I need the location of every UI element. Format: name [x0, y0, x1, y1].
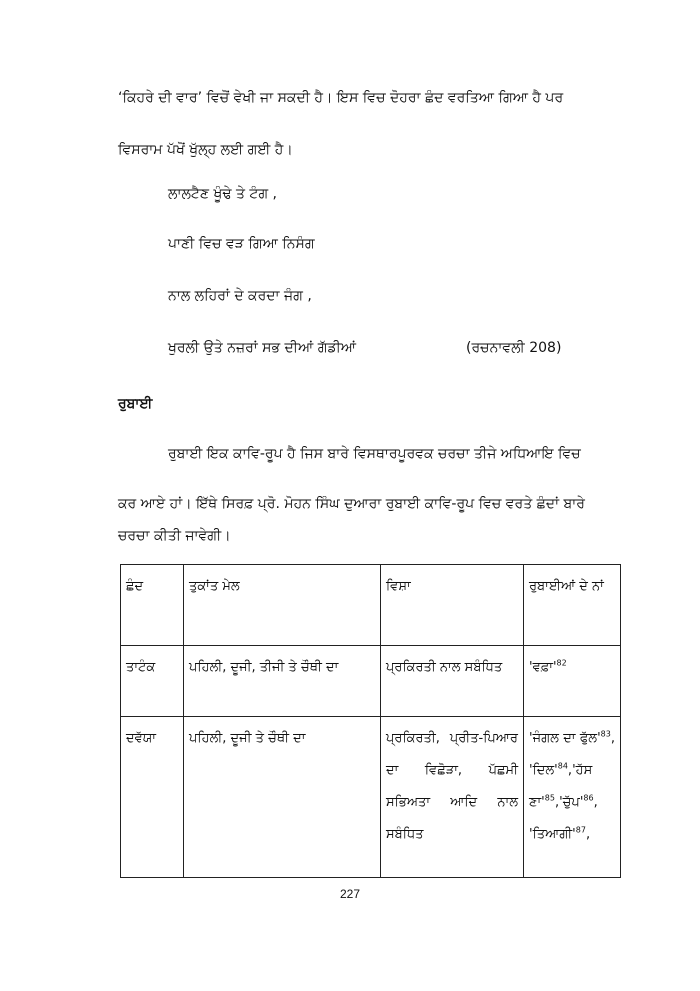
- page-number: 227: [339, 887, 361, 901]
- separator: ,: [585, 827, 591, 842]
- cell-visha: ਪ੍ਰਕਿਰਤੀ, ਪ੍ਰੀਤ-ਪਿਆਰ ਦਾ ਵਿਛੋੜਾ, ਪੱਛਮੀ ਸਭਿਅਤਾ ਆਦਿ ਨਾਲ ਸਬੰਧਿਤ: [381, 717, 524, 878]
- cell-names: [524, 717, 621, 878]
- footnote-ref: 83: [600, 729, 611, 739]
- verse-line: ਨਾਲ ਲਹਿਰਾਂ ਦੇ ਕਰਦਾ ਜੰਗ ,: [168, 288, 312, 304]
- cell-visha: ਪ੍ਰਕਿਰਤੀ ਨਾਲ ਸਬੰਧਿਤ: [381, 646, 524, 717]
- rubai-title: 'ਜੰਗਲ ਦਾ ਫੁੱਲ': [529, 731, 601, 746]
- paragraph-line: ‘ਕਿਹਰੇ ਦੀ ਵਾਰ’ ਵਿਚੋਂ ਵੇਖੀ ਜਾ ਸਕਦੀ ਹੈ। ਇਸ ਵਿਚ ਦੋਹਰਾ ਛੰਦ ਵਰਤਿਆ ਗਿਆ ਹੈ ਪਰ: [118, 90, 564, 106]
- header-tukant: ਤੁਕਾਂਤ ਮੇਲ: [184, 565, 381, 646]
- verse-line: ਪਾਣੀ ਵਿਚ ਵੜ ਗਿਆ ਨਿਸੰਗ: [168, 236, 315, 252]
- cell-tukant: ਪਹਿਲੀ, ਦੂਜੀ, ਤੀਜੀ ਤੇ ਚੌਥੀ ਦਾ: [184, 646, 381, 717]
- verse-line: ਖੁਰਲੀ ਉਤੇ ਨਜ਼ਰਾਂ ਸਭ ਦੀਆਂ ਗੱਡੀਆਂ: [168, 340, 357, 356]
- rubai-title: 'ਵਫ਼ਾ': [529, 660, 557, 675]
- rubai-chhand-table: [120, 564, 621, 878]
- paragraph-line: ਰੁਬਾਈ ਇਕ ਕਾਵਿ-ਰੂਪ ਹੈ ਜਿਸ ਬਾਰੇ ਵਿਸਥਾਰਪੂਰਵਕ ਚਰਚਾ ਤੀਜੇ ਅਧਿਆਇ ਵਿਚ: [168, 446, 581, 462]
- cell-names: [524, 646, 621, 717]
- separator: ,: [593, 795, 598, 810]
- footnote-ref: 82: [556, 658, 567, 668]
- separator: ,: [610, 731, 615, 746]
- footnote-ref: 87: [575, 825, 586, 835]
- header-names: ਰੁਬਾਈਆਂ ਦੇ ਨਾਂ: [524, 565, 621, 646]
- verse-citation: (ਰਚਨਾਵਲੀ 208): [466, 340, 562, 356]
- header-chhand: ਛੰਦ: [121, 565, 184, 646]
- footnote-ref: 86: [583, 793, 594, 803]
- cell-chhand: ਦਵੱਯਾ: [121, 717, 184, 878]
- rubai-title: 'ਦਿਲ': [529, 763, 558, 778]
- separator: ,: [554, 795, 560, 810]
- paragraph-line: ਕਰ ਆਏ ਹਾਂ। ਇੱਥੇ ਸਿਰਫ਼ ਪ੍ਰੋ. ਮੋਹਨ ਸਿੰਘ ਦੁਆਰਾ ਰੁਬਾਈ ਕਾਵਿ-ਰੂਪ ਵਿਚ ਵਰਤੇ ਛੰਦਾਂ ਬਾਰੇ: [118, 496, 585, 512]
- separator: ,: [567, 763, 573, 778]
- paragraph-line: ਵਿਸਰਾਮ ਪੱਖੋਂ ਖੁੱਲ੍ਹ ਲਈ ਗਈ ਹੈ।: [118, 142, 293, 158]
- paragraph-line: ਚਰਚਾ ਕੀਤੀ ਜਾਵੇਗੀ।: [118, 528, 231, 544]
- footnote-ref: 85: [544, 793, 555, 803]
- rubai-title: 'ਚੁੱਪ': [559, 795, 584, 810]
- footnote-ref: 84: [557, 761, 568, 771]
- cell-chhand: ਤਾਟੰਕ: [121, 646, 184, 717]
- table-row: [121, 717, 621, 878]
- cell-tukant: ਪਹਿਲੀ, ਦੂਜੀ ਤੇ ਚੌਥੀ ਦਾ: [184, 717, 381, 878]
- table-header-row: [121, 565, 621, 646]
- verse-line: ਲਾਲਟੈਣ ਖੂੰਢੇ ਤੇ ਟੰਗ ,: [168, 186, 277, 202]
- rubai-title: 'ਹੱਸ ਣਾ': [529, 763, 593, 810]
- header-visha: ਵਿਸ਼ਾ: [381, 565, 524, 646]
- section-heading: ਰੁਬਾਈ: [118, 396, 153, 412]
- table-row: [121, 646, 621, 717]
- rubai-title: 'ਤਿਆਗੀ': [529, 827, 576, 842]
